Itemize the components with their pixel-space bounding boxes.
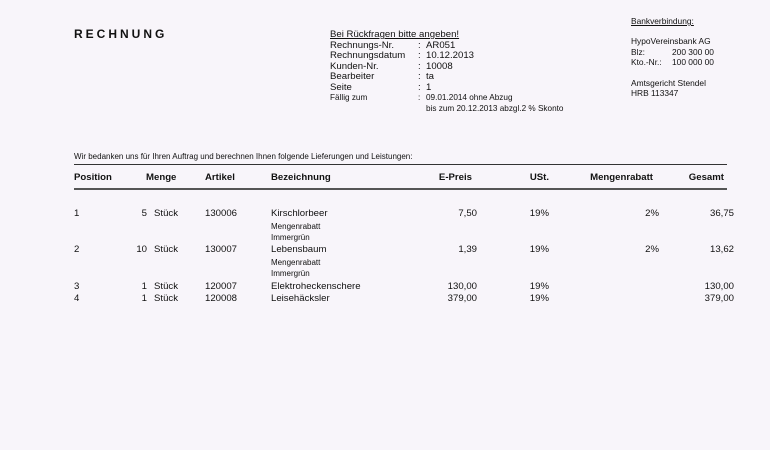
cell-epreis: 379,00 <box>447 293 477 304</box>
cell-qty: 1 <box>141 281 147 292</box>
row-subtext: Immergrün <box>271 269 310 278</box>
header-divider <box>74 188 727 190</box>
col-artikel: Artikel <box>205 172 235 183</box>
cell-unit: Stück <box>154 293 178 304</box>
info-value: 09.01.2014 ohne Abzug <box>426 93 513 102</box>
col-bezeichnung: Bezeichnung <box>271 172 331 183</box>
info-row: Rechnungsdatum : 10.12.2013 <box>330 50 475 61</box>
cell-gesamt: 379,00 <box>704 293 734 304</box>
document-title: RECHNUNG <box>74 27 168 41</box>
cell-unit: Stück <box>154 208 178 219</box>
row-subtext: Mengenrabatt <box>271 258 321 267</box>
cell-ust: 19% <box>529 293 549 304</box>
bank-header: Bankverbindung: <box>631 16 694 26</box>
cell-position: 1 <box>74 208 80 219</box>
cell-bezeichnung: Kirschlorbeer <box>271 208 328 219</box>
bank-details <box>631 16 714 98</box>
cell-qty: 10 <box>136 244 147 255</box>
cell-ust: 19% <box>529 281 549 292</box>
cell-gesamt: 36,75 <box>709 208 734 219</box>
table-header <box>74 172 734 184</box>
info-row: Seite : 1 <box>330 81 432 93</box>
info-key: Rechnungsdatum <box>330 50 406 61</box>
row-subtext: Immergrün <box>271 233 310 242</box>
cell-qty: 5 <box>141 208 147 219</box>
col-position: Position <box>74 172 112 183</box>
cell-epreis: 130,00 <box>447 281 477 292</box>
cell-position: 4 <box>74 293 80 304</box>
info-value: AR051 <box>426 39 456 51</box>
cell-bezeichnung: Leisehäcksler <box>271 293 330 304</box>
blz-label: Blz: <box>631 46 645 57</box>
bank-account-row <box>631 57 714 67</box>
table-row <box>74 208 734 220</box>
info-row: Kunden-Nr. : 10008 <box>330 60 453 72</box>
col-gesamt: Gesamt <box>688 172 724 183</box>
cell-position: 3 <box>74 281 80 292</box>
cell-gesamt: 13,62 <box>709 244 734 255</box>
info-header: Bei Rückfragen bitte angeben! <box>330 29 460 40</box>
cell-artikel: 130007 <box>205 244 238 255</box>
cell-gesamt: 130,00 <box>704 281 734 292</box>
info-key: Fällig zum <box>330 93 368 102</box>
hrb-number: HRB 113347 <box>631 88 679 99</box>
court-name: Amtsgericht Stendel <box>631 77 706 88</box>
intro-text: Wir bedanken uns für Ihren Auftrag und berechnen Ihnen folgende Lieferungen und Leistungen: <box>74 152 413 161</box>
table-row <box>74 293 734 305</box>
info-value: ta <box>426 71 435 82</box>
due-continuation: bis zum 20.12.2013 abzgl.2 % Skonto <box>426 103 564 113</box>
cell-rabatt: 2% <box>645 208 659 219</box>
info-key: Bearbeiter <box>330 71 375 82</box>
cell-bezeichnung: Lebensbaum <box>271 244 327 255</box>
col-menge: Menge <box>146 172 177 183</box>
table-row <box>74 244 734 256</box>
info-key: Seite <box>330 81 352 93</box>
cell-epreis: 1,39 <box>458 244 477 255</box>
info-value: 1 <box>426 81 432 93</box>
info-row: Bearbeiter : ta <box>330 71 435 82</box>
cell-artikel: 120008 <box>205 293 238 304</box>
cell-epreis: 7,50 <box>458 208 477 219</box>
cell-bezeichnung: Elektroheckenschere <box>271 281 361 292</box>
cell-unit: Stück <box>154 281 178 292</box>
info-row: Fällig zum : 09.01.2014 ohne Abzug <box>330 93 513 102</box>
cell-rabatt: 2% <box>645 244 659 255</box>
col-rabatt: Mengenrabatt <box>590 172 653 183</box>
cell-ust: 19% <box>529 208 549 219</box>
cell-ust: 19% <box>529 244 549 255</box>
divider <box>74 164 727 165</box>
row-subtext: Mengenrabatt <box>271 222 321 231</box>
blz-value: 200 300 00 <box>672 46 714 57</box>
bank-name: HypoVereinsbank AG <box>631 36 711 47</box>
account-label: Kto.-Nr.: <box>631 57 662 68</box>
account-value: 100 000 00 <box>672 57 714 68</box>
info-key: Rechnungs-Nr. <box>330 39 394 51</box>
col-epreis: E-Preis <box>438 172 472 183</box>
cell-artikel: 120007 <box>205 281 238 292</box>
info-value: 10.12.2013 <box>426 50 475 61</box>
invoice-info-block <box>330 30 563 114</box>
info-key: Kunden-Nr. <box>330 60 379 72</box>
cell-qty: 1 <box>141 293 147 304</box>
info-row: Rechnungs-Nr. : AR051 <box>330 39 456 51</box>
cell-unit: Stück <box>154 244 178 255</box>
bank-blz-row <box>631 47 714 57</box>
info-value: 10008 <box>426 60 453 72</box>
col-ust: USt. <box>529 172 549 183</box>
cell-position: 2 <box>74 244 80 255</box>
cell-artikel: 130006 <box>205 208 238 219</box>
table-row <box>74 281 734 293</box>
